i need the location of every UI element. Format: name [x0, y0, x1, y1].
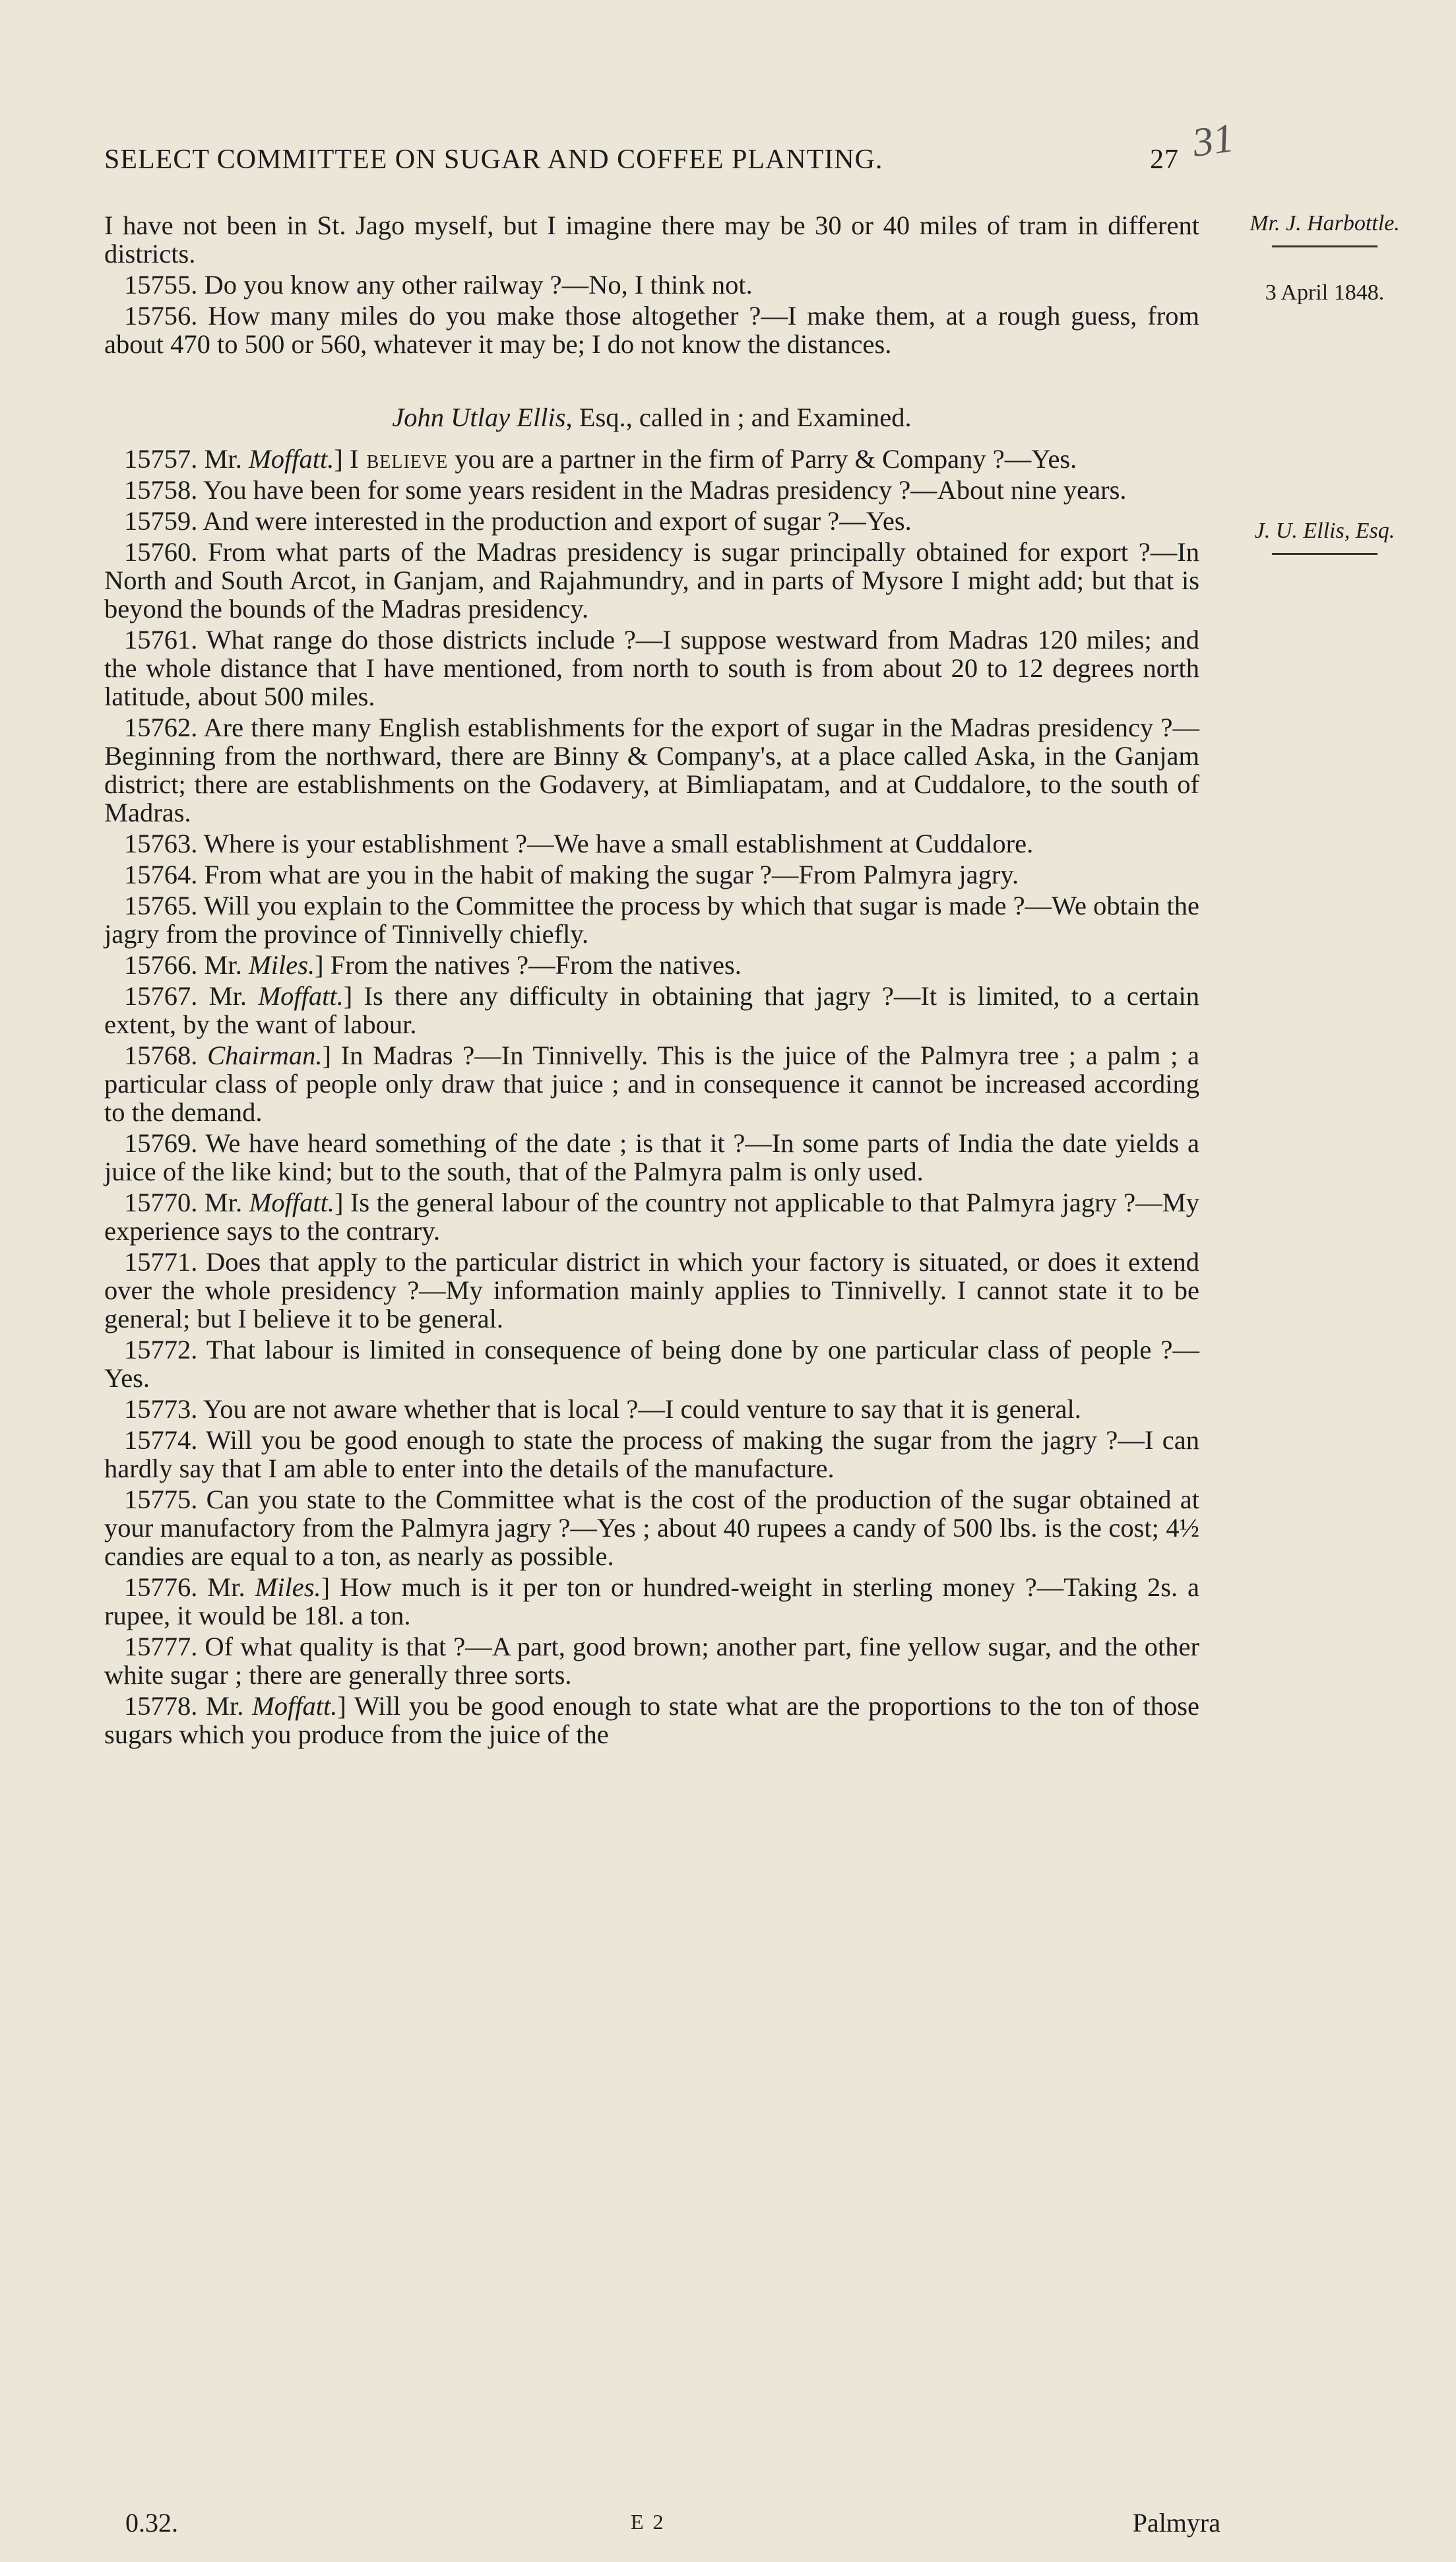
paragraph: 15772. That labour is limited in consequence of being done by one particular class of people ?—Yes. [104, 1335, 1199, 1393]
paragraph: 15773. You are not aware whether that is local ?—I could venture to say that it is general. [124, 1394, 1081, 1424]
paragraph: 15770. Mr. Moffatt.] Is the general labour of the country not applicable to that Palmyra jagry ?—My experience says to the contrary. [104, 1188, 1199, 1246]
paragraph: 15778. Mr. Moffatt.] Will you be good enough to state what are the proportions to the ton of those sugars which you produce from the juice of the [104, 1691, 1200, 1749]
paragraph: 15775. Can you state to the Committee what is the cost of the production of the sugar obtained at your manufactory from the Palmyra jagry ?—Yes ; about 40 rupees a candy of 500 lbs. is the cost; 4½ candies are equal to a ton, as nearly as possible. [104, 1485, 1199, 1571]
testimony-body [104, 211, 1199, 1751]
paragraph: 15757. Mr. Moffatt.] I believe you are a partner in the firm of Parry & Company ?—Yes. [124, 444, 1077, 474]
paragraph: 15771. Does that apply to the particular district in which your factory is situated, or does it extend over the whole presidency ?—My information mainly applies to Tinnivelly. I cannot state it to be general; but I believe it to be general. [104, 1247, 1199, 1333]
handwritten-page-number: 31 [1189, 115, 1237, 166]
margin-date: 3 April 1848. [1265, 280, 1385, 305]
paragraph: 15768. Chairman.] In Madras ?—In Tinnivelly. This is the juice of the Palmyra tree ; a palm ; a particular class of people only draw that juice ; and in consequence it cannot be increased according to the demand. [104, 1041, 1200, 1127]
speaker: Miles. [249, 950, 315, 980]
margin-witness-ellis [1226, 519, 1424, 555]
paragraph: 15769. We have heard something of the date ; is that it ?—In some parts of India the date yields a juice of the like kind; but to the south, that of the Palmyra palm is only used. [104, 1128, 1199, 1186]
margin-witness-name: Mr. J. Harbottle. [1250, 211, 1400, 236]
paragraph: 15758. You have been for some years resident in the Madras presidency ?—About nine years. [124, 475, 1127, 505]
speaker: Chairman. [207, 1041, 323, 1070]
catchword: Palmyra [1132, 2508, 1220, 2538]
paragraph: 15761. What range do those districts include ?—I suppose westward from Madras 120 miles; and the whole distance that I have mentioned, from north to south is from about 20 to 12 degrees north latitude, about 500 miles. [104, 625, 1199, 711]
paragraph: 15755. Do you know any other railway ?—No, I think not. [124, 270, 753, 300]
paragraph: 15762. Are there many English establishments for the export of sugar in the Madras presidency ?—Beginning from the northward, there are Binny & Company's, at a place called Aska, in the Ganjam district; there are establishments on the Godavery, at Bimliapatam, and at Cuddalore, to the south of Madras. [104, 713, 1199, 827]
margin-witness-harbottle [1226, 211, 1424, 247]
page-header [104, 144, 1226, 176]
speaker: Miles. [255, 1572, 321, 1602]
witness-name: John Utlay Ellis [392, 402, 566, 432]
paragraph: 15767. Mr. Moffatt.] Is there any difficulty in obtaining that jagry ?—It is limited, to a certain extent, by the want of labour. [104, 981, 1200, 1039]
running-title: SELECT COMMITTEE ON SUGAR AND COFFEE PLANTING. [104, 144, 883, 175]
paragraph: 15765. Will you explain to the Committee the process by which that sugar is made ?—We obtain the jagry from the province of Tinnivelly chiefly. [104, 891, 1199, 949]
paragraph: I have not been in St. Jago myself, but I imagine there may be 30 or 40 miles of tram in different districts. [104, 210, 1199, 269]
printer-signature: 0.32. [125, 2508, 178, 2538]
paragraph: 15776. Mr. Miles.] How much is it per ton or hundred-weight in sterling money ?—Taking 2s. a rupee, it would be 18l. a ton. [104, 1572, 1200, 1630]
speaker: Moffatt. [249, 444, 334, 474]
paragraph: 15760. From what parts of the Madras presidency is sugar principally obtained for export ?—In North and South Arcot, in Ganjam, and Rajahmundry, and in parts of Mysore I might add; but that is beyond the bounds of the Madras presidency. [104, 537, 1199, 624]
margin-rule [1272, 245, 1377, 247]
paragraph: 15756. How many miles do you make those altogether ?—I make them, at a rough guess, from about 470 to 500 or 560, whatever it may be; I do not know the distances. [104, 301, 1199, 359]
speaker: Moffatt. [258, 981, 344, 1011]
paragraph: 15766. Mr. Miles.] From the natives ?—From the natives. [124, 950, 742, 980]
paragraph: 15764. From what are you in the habit of making the sugar ?—From Palmyra jagry. [124, 860, 1019, 889]
paragraph: 15759. And were interested in the production and export of sugar ?—Yes. [124, 506, 912, 536]
page-number: 27 [1150, 144, 1179, 175]
margin-rule [1272, 553, 1377, 555]
paragraph: 15774. Will you be good enough to state the process of making the sugar from the jagry ?—I can hardly say that I am able to enter into the details of the manufacture. [104, 1425, 1199, 1483]
margin-witness-name: J. U. Ellis, Esq. [1254, 519, 1395, 543]
speaker: Moffatt. [252, 1691, 338, 1721]
sheet-mark: E 2 [631, 2510, 666, 2534]
witness-heading: John Utlay Ellis, Esq., called in ; and Examined. [392, 402, 912, 432]
paragraph: 15777. Of what quality is that ?—A part, good brown; another part, fine yellow sugar, and the other white sugar ; there are generally three sorts. [104, 1632, 1199, 1690]
paragraph: 15763. Where is your establishment ?—We have a small establishment at Cuddalore. [124, 829, 1034, 858]
speaker: Moffatt. [249, 1188, 334, 1217]
